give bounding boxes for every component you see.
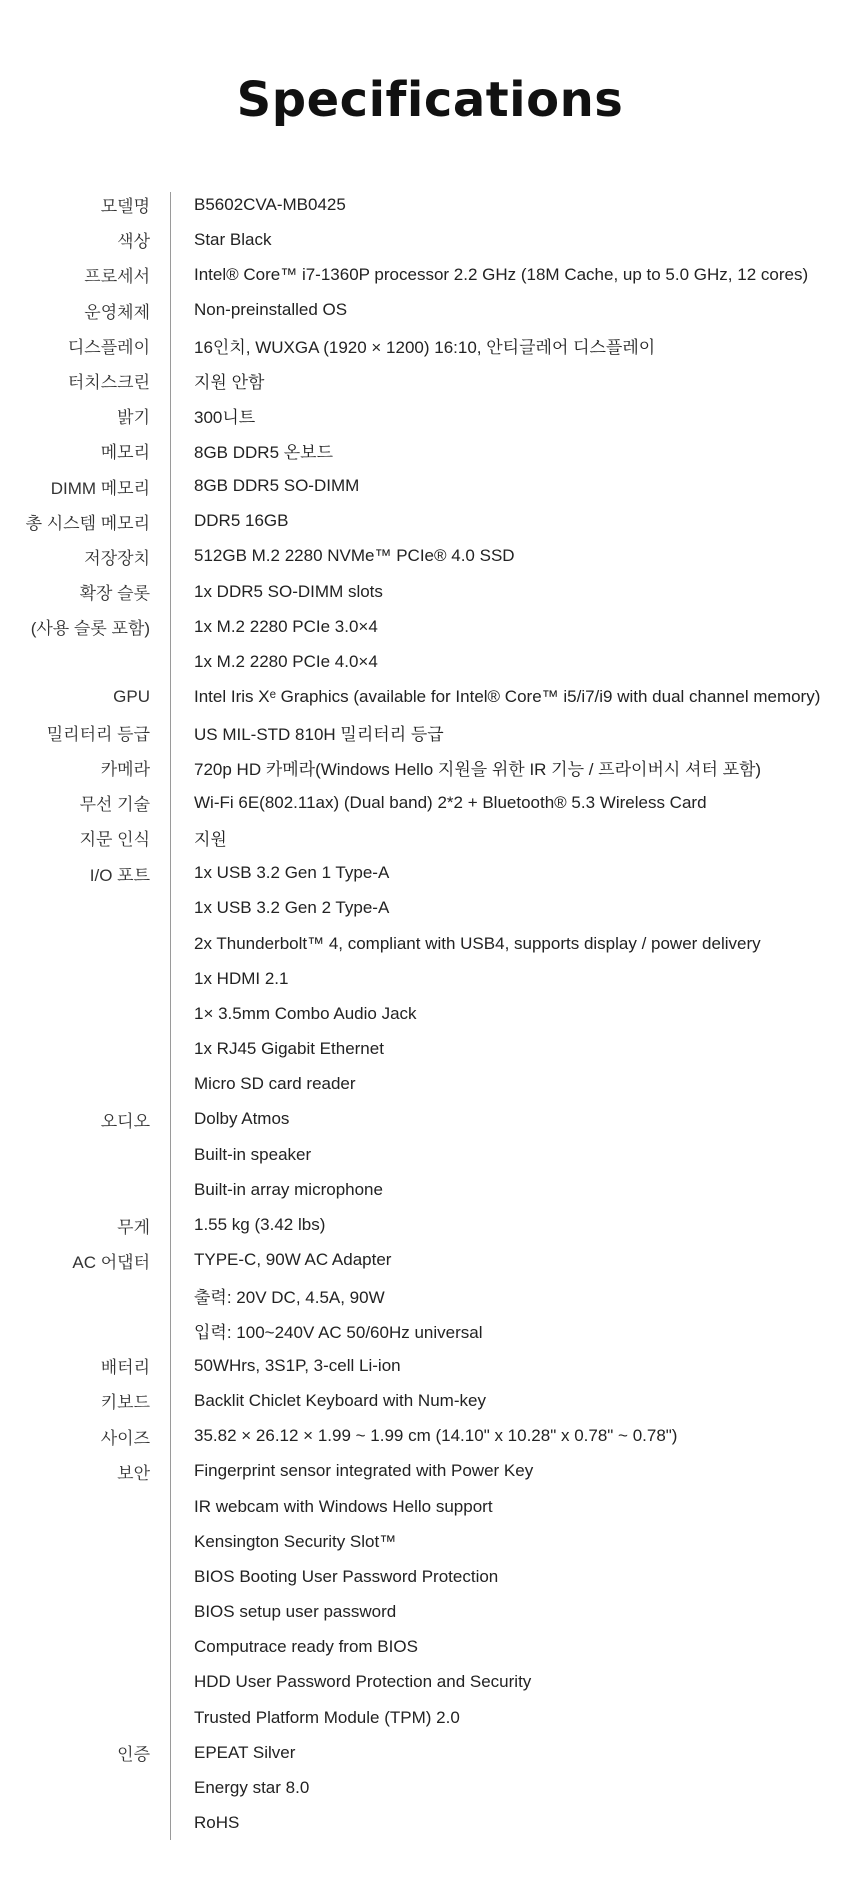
spec-table: [0, 187, 860, 1841]
spec-value: 입력: 100~240V AC 50/60Hz universal: [194, 1323, 483, 1343]
spec-value: Intel® Core™ i7-1360P processor 2.2 GHz (18M Cache, up to 5.0 GHz, 12 cores): [194, 264, 809, 284]
spec-label: AC 어댑터: [72, 1252, 150, 1272]
spec-row: [0, 574, 860, 609]
spec-row: [0, 1207, 860, 1242]
spec-label: 오디오: [100, 1111, 150, 1131]
spec-value: 1x USB 3.2 Gen 1 Type-A: [194, 863, 390, 883]
spec-label: 확장 슬롯: [79, 584, 150, 604]
spec-label: 보안: [117, 1463, 150, 1483]
spec-value: B5602CVA-MB0425: [194, 194, 346, 214]
spec-row: [0, 1278, 860, 1313]
spec-value: Non-preinstalled OS: [194, 300, 348, 320]
spec-row: [0, 996, 860, 1031]
spec-row: [0, 1524, 860, 1559]
spec-value: 지원: [194, 830, 227, 850]
spec-value: 16인치, WUXGA (1920 × 1200) 16:10, 안티글레어 디스플레이: [194, 337, 656, 357]
spec-value: 1x RJ45 Gigabit Ethernet: [194, 1039, 384, 1059]
spec-value: Built-in speaker: [194, 1144, 312, 1164]
spec-label: 밝기: [117, 408, 150, 428]
spec-value: EPEAT Silver: [194, 1742, 296, 1762]
spec-label: 사이즈: [100, 1428, 150, 1448]
spec-value: Computrace ready from BIOS: [194, 1637, 418, 1657]
spec-row: [0, 609, 860, 644]
spec-value: 35.82 × 26.12 × 1.99 ~ 1.99 cm (14.10" x 10.28" x 0.78" ~ 0.78"): [194, 1426, 678, 1446]
spec-value: 300니트: [194, 408, 256, 428]
spec-label: 운영체제: [84, 302, 150, 322]
spec-value: 512GB M.2 2280 NVMe™ PCIe® 4.0 SSD: [194, 546, 515, 566]
spec-value: BIOS setup user password: [194, 1602, 397, 1622]
spec-row: [0, 222, 860, 257]
spec-row: [0, 293, 860, 328]
spec-label: I/O 포트: [89, 865, 150, 885]
spec-label: GPU: [113, 687, 150, 707]
spec-label: 무게: [117, 1217, 150, 1237]
spec-row: [0, 926, 860, 961]
spec-row: [0, 257, 860, 292]
spec-value: Wi-Fi 6E(802.11ax) (Dual band) 2*2 + Bluetooth® 5.3 Wireless Card: [194, 792, 707, 812]
spec-value: 출력: 20V DC, 4.5A, 90W: [194, 1287, 385, 1307]
spec-row: [0, 1454, 860, 1489]
spec-value: TYPE-C, 90W AC Adapter: [194, 1250, 392, 1270]
spec-label: 디스플레이: [67, 337, 150, 357]
spec-value: 8GB DDR5 온보드: [194, 443, 334, 463]
spec-value: Built-in array microphone: [194, 1179, 383, 1199]
spec-value: RoHS: [194, 1813, 240, 1833]
spec-value: DDR5 16GB: [194, 511, 289, 531]
spec-label: 터치스크린: [67, 373, 150, 393]
spec-row: [0, 1806, 860, 1841]
spec-value: HDD User Password Protection and Security: [194, 1672, 532, 1692]
page-title: Specifications: [236, 72, 624, 128]
spec-value: Micro SD card reader: [194, 1074, 356, 1094]
spec-row: [0, 680, 860, 715]
spec-label: 인증: [117, 1745, 150, 1765]
spec-row: [0, 398, 860, 433]
spec-value: 1x USB 3.2 Gen 2 Type-A: [194, 898, 390, 918]
spec-label: 키보드: [100, 1393, 150, 1413]
spec-label: 무선 기술: [79, 795, 150, 815]
spec-value: 1.55 kg (3.42 lbs): [194, 1215, 326, 1235]
spec-row: [0, 785, 860, 820]
spec-value: 8GB DDR5 SO-DIMM: [194, 476, 360, 496]
spec-label: 프로세서: [84, 267, 150, 287]
spec-value: 1× 3.5mm Combo Audio Jack: [194, 1003, 417, 1023]
spec-label: 모델명: [100, 197, 150, 217]
spec-row: [0, 187, 860, 222]
spec-row: [0, 856, 860, 891]
spec-value: 2x Thunderbolt™ 4, compliant with USB4, supports display / power delivery: [194, 933, 761, 953]
spec-row: [0, 1102, 860, 1137]
spec-row: [0, 1559, 860, 1594]
spec-row: [0, 820, 860, 855]
spec-row: [0, 1595, 860, 1630]
spec-row: [0, 1770, 860, 1805]
spec-value: 1x M.2 2280 PCIe 4.0×4: [194, 652, 378, 672]
spec-label: (사용 슬롯 포함): [30, 619, 150, 639]
spec-value: IR webcam with Windows Hello support: [194, 1496, 493, 1516]
spec-row: [0, 1032, 860, 1067]
spec-row: [0, 1665, 860, 1700]
spec-row: [0, 433, 860, 468]
spec-row: [0, 1630, 860, 1665]
spec-row: [0, 1313, 860, 1348]
spec-label: 배터리: [100, 1358, 150, 1378]
spec-value: US MIL-STD 810H 밀리터리 등급: [194, 724, 444, 744]
spec-value: 50WHrs, 3S1P, 3-cell Li-ion: [194, 1355, 401, 1375]
spec-value: Backlit Chiclet Keyboard with Num-key: [194, 1390, 486, 1410]
spec-row: [0, 469, 860, 504]
spec-row: [0, 715, 860, 750]
spec-row: [0, 363, 860, 398]
spec-row: [0, 539, 860, 574]
spec-label: 지문 인식: [79, 830, 150, 850]
spec-label: DIMM 메모리: [50, 478, 150, 498]
spec-value: Intel Iris Xᵉ Graphics (available for Intel® Core™ i5/i7/i9 with dual channel memory): [194, 687, 821, 707]
spec-value: BIOS Booting User Password Protection: [194, 1566, 499, 1586]
spec-label: 메모리: [100, 443, 150, 463]
spec-row: [0, 1383, 860, 1418]
spec-row: [0, 891, 860, 926]
spec-row: [0, 1067, 860, 1102]
spec-row: [0, 1700, 860, 1735]
spec-row: [0, 1348, 860, 1383]
spec-value: Trusted Platform Module (TPM) 2.0: [194, 1707, 460, 1727]
spec-row: [0, 504, 860, 539]
spec-row: [0, 1489, 860, 1524]
spec-value: Energy star 8.0: [194, 1778, 310, 1798]
spec-label: 총 시스템 메모리: [25, 513, 150, 533]
spec-label: 저장장치: [84, 548, 150, 568]
spec-value: 1x M.2 2280 PCIe 3.0×4: [194, 616, 378, 636]
spec-row: [0, 328, 860, 363]
spec-row: [0, 1243, 860, 1278]
spec-row: [0, 1735, 860, 1770]
spec-value: 지원 안함: [194, 373, 265, 393]
spec-label: 카메라: [100, 760, 150, 780]
spec-row: [0, 1419, 860, 1454]
spec-row: [0, 750, 860, 785]
spec-row: [0, 644, 860, 679]
spec-value: Fingerprint sensor integrated with Power Key: [194, 1461, 534, 1481]
spec-row: [0, 1172, 860, 1207]
spec-value: Dolby Atmos: [194, 1109, 290, 1129]
spec-row: [0, 961, 860, 996]
spec-label: 밀리터리 등급: [46, 724, 150, 744]
spec-value: Star Black: [194, 229, 272, 249]
spec-label: 색상: [117, 232, 150, 252]
spec-row: [0, 1137, 860, 1172]
spec-value: 720p HD 카메라(Windows Hello 지원을 위한 IR 기능 / 프라이버시 셔터 포함): [194, 760, 762, 780]
spec-value: 1x DDR5 SO-DIMM slots: [194, 581, 383, 601]
spec-value: Kensington Security Slot™: [194, 1531, 397, 1551]
spec-value: 1x HDMI 2.1: [194, 968, 289, 988]
